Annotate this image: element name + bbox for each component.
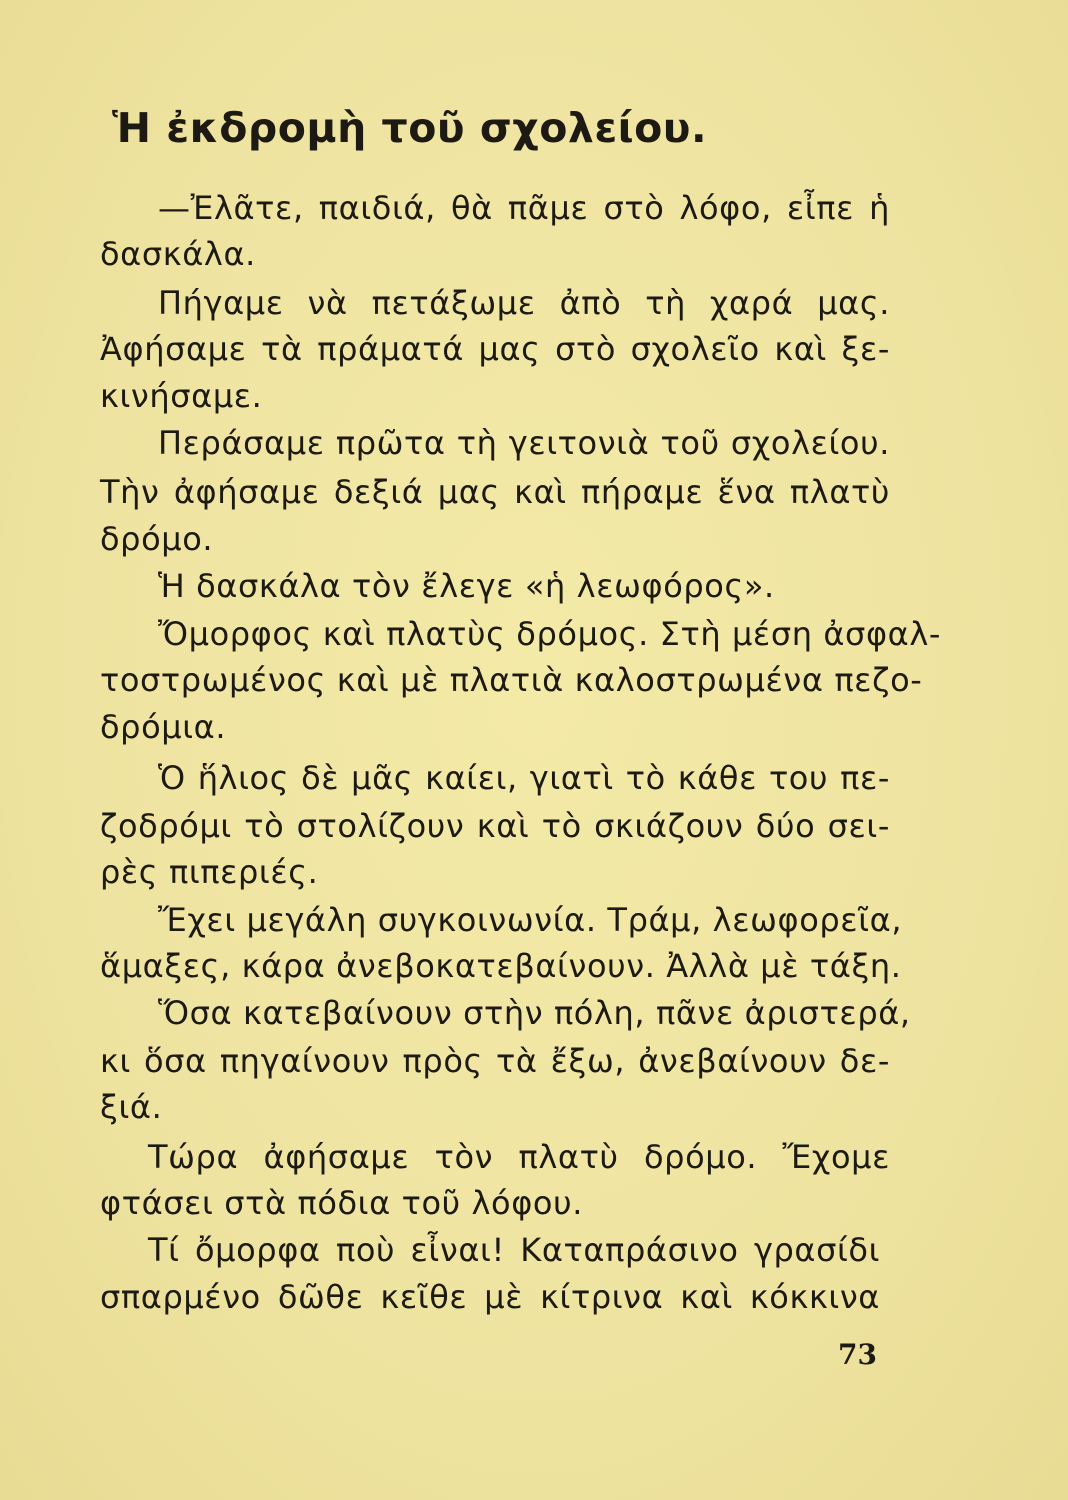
text-line: Ἀφήσαμε τὰ πράματά μας στὸ σχολεῖο καὶ ξε-: [100, 330, 890, 368]
text-line: Ἔχει μεγάλη συγκοινωνία. Τράμ, λεωφορεῖα,: [158, 901, 903, 939]
text-line: κι ὅσα πηγαίνουν πρὸς τὰ ἔξω, ἀνεβαίνουν δε-: [100, 1042, 890, 1080]
text-line: Ἡ δασκάλα τὸν ἔλεγε «ἡ λεωφόρος».: [158, 567, 775, 605]
text-line: δρόμο.: [100, 520, 214, 558]
text-line: Ὁ ἥλιος δὲ μᾶς καίει, γιατὶ τὸ κάθε του πε-: [158, 759, 890, 797]
chapter-title: Ἡ ἐκδρομὴ τοῦ σχολείου.: [112, 104, 708, 152]
text-line: Πήγαμε νὰ πετάξωμε ἀπὸ τὴ χαρά μας.: [158, 284, 890, 322]
text-line: δασκάλα.: [100, 235, 256, 273]
text-line: ζοδρόμι τὸ στολίζουν καὶ τὸ σκιάζουν δύο σει-: [100, 807, 890, 845]
text-line: τοστρωμένος καὶ μὲ πλατιὰ καλοστρωμένα πεζο-: [100, 661, 923, 699]
text-line: Ὅσα κατεβαίνουν στὴν πόλη, πᾶνε ἀριστερά,: [158, 994, 911, 1032]
text-line: φτάσει στὰ πόδια τοῦ λόφου.: [100, 1184, 583, 1222]
text-line: Τὴν ἀφήσαμε δεξιά μας καὶ πήραμε ἕνα πλατὺ: [100, 473, 890, 511]
text-line: σπαρμένο δῶθε κεῖθε μὲ κίτρινα καὶ κόκκινα: [100, 1278, 880, 1316]
text-line: κινήσαμε.: [100, 377, 263, 415]
text-line: ξιά.: [100, 1088, 163, 1126]
text-line: ἅμαξες, κάρα ἀνεβοκατεβαίνουν. Ἀλλὰ μὲ τάξη.: [100, 947, 902, 985]
page-number: 73: [838, 1338, 877, 1371]
text-line: Τώρα ἀφήσαμε τὸν πλατὺ δρόμο. Ἔχομε: [148, 1138, 890, 1176]
text-line: Ὄμορφος καὶ πλατὺς δρόμος. Στὴ μέση ἀσφαλ-: [158, 615, 942, 653]
text-line: δρόμια.: [100, 708, 227, 746]
text-line: —Ἐλᾶτε, παιδιά, θὰ πᾶμε στὸ λόφο, εἶπε ἡ: [158, 189, 890, 227]
text-line: ρὲς πιπεριές.: [100, 853, 319, 891]
text-line: Τί ὄμορφα ποὺ εἶναι! Καταπράσινο γρασίδι: [148, 1231, 880, 1269]
text-line: Περάσαμε πρῶτα τὴ γειτονιὰ τοῦ σχολείου.: [158, 424, 890, 462]
